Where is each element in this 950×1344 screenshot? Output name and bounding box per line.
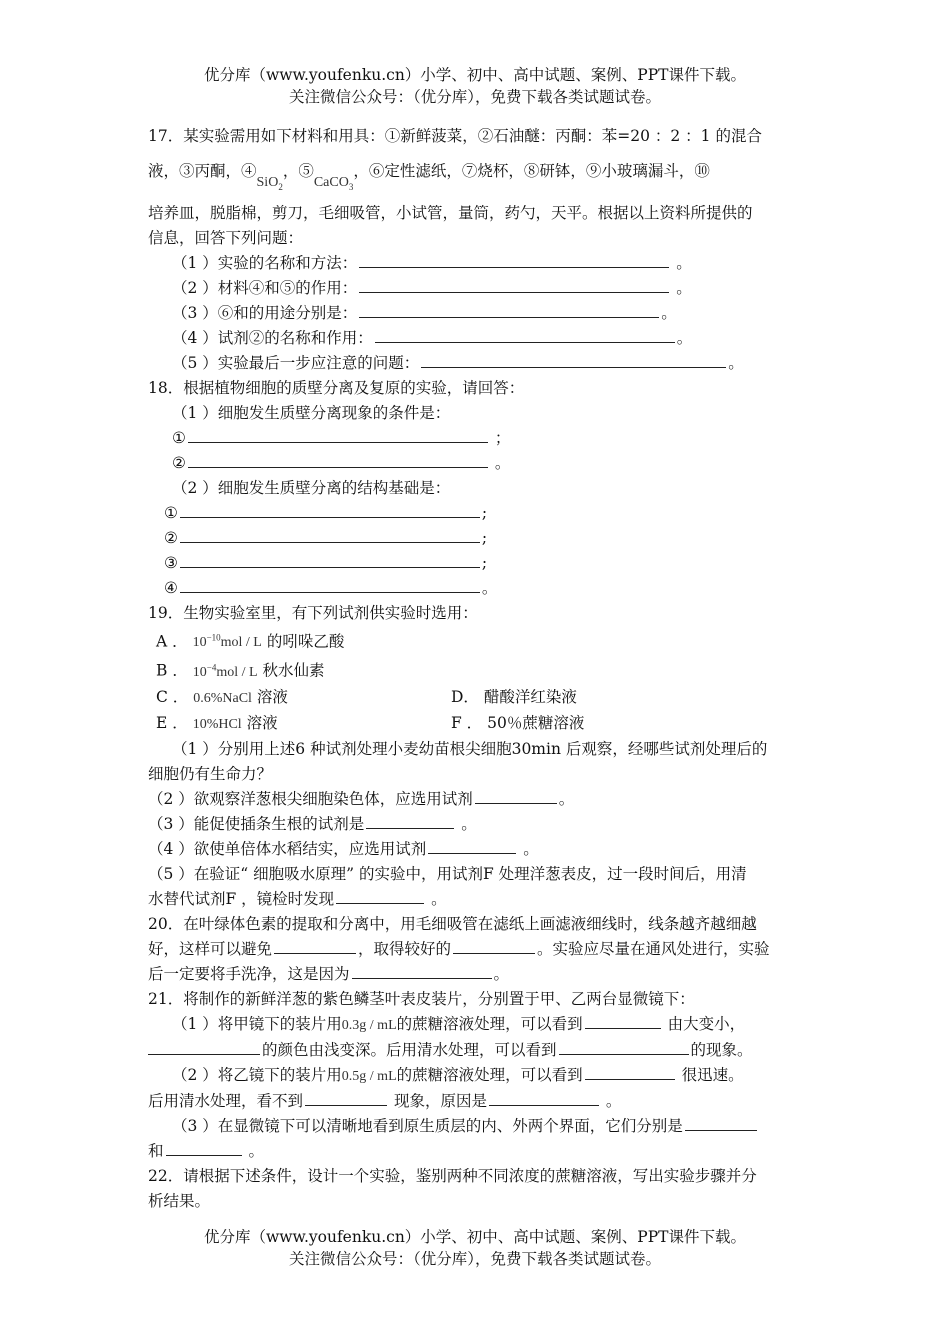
question-20: [148, 912, 803, 987]
answer-blank[interactable]: [336, 888, 424, 904]
q19-option-a: A ． $10^{-10}mol$ / L 的吲哚乙酸: [156, 632, 345, 651]
q19-sub-2: （2 ）欲观察洋葱根尖细胞染色体，应选用试剂 。: [148, 790, 575, 809]
q21-sub-3-cont: 和 。: [148, 1142, 264, 1161]
answer-blank[interactable]: [352, 963, 492, 979]
concentration-0-3: 0.3g / mL: [341, 1018, 397, 1034]
question-21: [148, 987, 803, 1164]
q17-sub-2: （2 ）材料④和⑤的作用： 。: [172, 278, 692, 297]
q19-sub-4: （4 ）欲使单倍体水稻结实，应选用试剂 。: [148, 840, 539, 859]
q20-line-2: 好，这样可以避免 ，取得较好的 。实验应尽量在通风处进行，实验: [148, 940, 770, 959]
answer-blank[interactable]: [375, 327, 675, 343]
answer-blank[interactable]: [359, 277, 669, 293]
q21-sub-1: （1 ）将甲镜下的装片用0.3g / mL的蔗糖溶液处理，可以看到 由大变小，: [172, 1015, 746, 1034]
answer-blank[interactable]: [685, 1115, 757, 1131]
answer-blank[interactable]: [180, 502, 480, 518]
footer-line-2: 关注微信公众号：（优分库），免费下载各类试题试卷。: [288, 1250, 661, 1268]
q19-option-b: B ． $10^{-4}mol$ / L 秋水仙素: [156, 662, 325, 681]
q19-options-c-d: [148, 685, 803, 711]
q17-line-2: [148, 149, 803, 199]
header-line-2: 关注微信公众号：（优分库），免费下载各类试题试卷。: [288, 88, 661, 106]
q20-line-3: 后一定要将手洗净，这是因为 。: [148, 965, 510, 984]
option-b-formula: $10^{-4}mol$ / L: [192, 662, 258, 681]
q19-sub-5: （5 ）在验证“ 细胞吸水原理” 的实验中，用试剂F 处理洋葱表皮，过一段时间后，用清: [148, 865, 747, 884]
answer-blank[interactable]: [359, 302, 659, 318]
q19-sub-5-cont: 水替代试剂F ，镜检时发现 。: [148, 890, 447, 909]
question-17: [148, 124, 803, 376]
option-c-formula: 0.6%NaCl: [193, 691, 252, 707]
q17-line-2-part-c: ，⑥定性滤纸，⑦烧杯，⑧研钵，⑨小玻璃漏斗，⑩: [353, 162, 710, 180]
q19-option-d: D． 醋酸洋红染液: [451, 688, 577, 707]
answer-blank[interactable]: [180, 577, 480, 593]
q18-basis-4: ④ 。: [164, 578, 498, 597]
q20-line-1: 20．在叶绿体色素的提取和分离中，用毛细吸管在滤纸上画滤液细线时，线条越齐越细越: [148, 915, 757, 934]
q17-sub-4: （4 ）试剂②的名称和作用： 。: [172, 328, 693, 347]
answer-blank[interactable]: [428, 838, 516, 854]
q18-condition-2: ② 。: [172, 453, 511, 472]
answer-blank[interactable]: [453, 938, 535, 954]
q21-sub-2-cont: 后用清水处理，看不到 现象，原因是 。: [148, 1092, 622, 1111]
page-header: [0, 64, 950, 108]
q22-line-1: 22．请根据下述条件，设计一个实验，鉴别两种不同浓度的蔗糖溶液，写出实验步骤并分: [148, 1167, 757, 1186]
caco3-formula: CaCO$_3$: [313, 175, 354, 192]
q21-sub-1-cont: 的颜色由浅变深。后用清水处理，可以看到 的现象。: [148, 1038, 803, 1063]
q17-line-3: 培养皿，脱脂棉，剪刀，毛细吸管，小试管，量筒，药勺，天平。根据以上资料所提供的: [148, 203, 753, 222]
answer-blank[interactable]: [489, 1090, 599, 1106]
q17-line-2-part-a: 液，③丙酮，④: [148, 162, 257, 180]
answer-blank[interactable]: [188, 427, 488, 443]
q18-sub-2: （2 ）细胞发生质壁分离的结构基础是：: [172, 478, 451, 497]
option-e-formula: 10%HCl: [192, 717, 242, 733]
answer-blank[interactable]: [359, 252, 669, 268]
q18-title: 18．根据植物细胞的质壁分离及复原的实验，请回答：: [148, 378, 525, 397]
answer-blank[interactable]: [180, 552, 480, 568]
q19-option-c: C ． 0.6%NaCl 溶液: [156, 688, 288, 707]
document-body: [148, 124, 803, 1214]
q17-sub-1: （1 ）实验的名称和方法： 。: [172, 253, 692, 272]
q18-basis-2: ② ;: [164, 528, 488, 547]
q19-sub-1: （1 ）分别用上述6 种试剂处理小麦幼苗根尖细胞30min 后观察，经哪些试剂处理后的: [172, 740, 768, 759]
question-19: [148, 601, 803, 912]
answer-blank[interactable]: [585, 1013, 661, 1029]
answer-blank[interactable]: [274, 938, 356, 954]
answer-blank[interactable]: [585, 1064, 675, 1080]
page-footer: [0, 1226, 950, 1270]
q19-sub-1-cont: 细胞仍有生命力？: [148, 765, 273, 784]
q19-option-f: F ． 50％蔗糖溶液: [451, 714, 585, 733]
concentration-0-5: 0.5g / mL: [341, 1069, 397, 1085]
q17-line-1: 17．某实验需用如下材料和用具：①新鲜菠菜，②石油醚：丙酮：苯=20 ：2 ：1 的混合: [148, 127, 762, 145]
answer-blank[interactable]: [180, 527, 480, 543]
answer-blank[interactable]: [475, 788, 557, 804]
answer-blank[interactable]: [148, 1039, 260, 1055]
answer-blank[interactable]: [305, 1090, 387, 1106]
option-a-formula: $10^{-10}mol$ / L: [192, 632, 262, 651]
q19-sub-3: （3 ）能促使插条生根的试剂是 。: [148, 815, 477, 834]
answer-blank[interactable]: [188, 452, 488, 468]
q18-basis-3: ③ ;: [164, 553, 488, 572]
q21-sub-3: （3 ）在显微镜下可以清晰地看到原生质层的内、外两个界面，它们分别是: [148, 1114, 803, 1139]
header-line-1: 优分库（www.youfenku.cn）小学、初中、高中试题、案例、PPT课件下载。: [203, 66, 747, 84]
answer-blank[interactable]: [421, 352, 726, 368]
question-18: [148, 376, 803, 601]
answer-blank[interactable]: [559, 1039, 689, 1055]
q18-condition-1: ① ；: [172, 428, 511, 447]
q17-sub-5: （5 ）实验最后一步应注意的问题： 。: [172, 353, 744, 372]
q19-option-e: E ． 10%HCl 溶液: [156, 714, 278, 733]
q17-sub-3: （3 ）⑥和的用途分别是： 。: [172, 303, 677, 322]
q18-sub-1: （1 ）细胞发生质壁分离现象的条件是：: [172, 403, 451, 422]
question-22: [148, 1164, 803, 1214]
q19-title: 19．生物实验室里，有下列试剂供实验时选用：: [148, 603, 478, 622]
answer-blank[interactable]: [166, 1140, 242, 1156]
q22-line-2: 析结果。: [148, 1192, 211, 1211]
q18-basis-1: ① ;: [164, 503, 488, 522]
sio2-formula: SiO$_2$: [256, 175, 283, 192]
q17-line-2-part-b: ，⑤: [282, 162, 314, 180]
q21-sub-2: （2 ）将乙镜下的装片用0.5g / mL的蔗糖溶液处理，可以看到 很迅速。: [172, 1066, 744, 1085]
q17-line-4: 信息，回答下列问题：: [148, 228, 304, 247]
answer-blank[interactable]: [366, 813, 454, 829]
q19-options-e-f: [148, 711, 803, 737]
q21-title: 21．将制作的新鲜洋葱的紫色鳞茎叶表皮装片，分别置于甲、乙两台显微镜下：: [148, 990, 695, 1009]
footer-line-1: 优分库（www.youfenku.cn）小学、初中、高中试题、案例、PPT课件下载。: [203, 1228, 747, 1246]
